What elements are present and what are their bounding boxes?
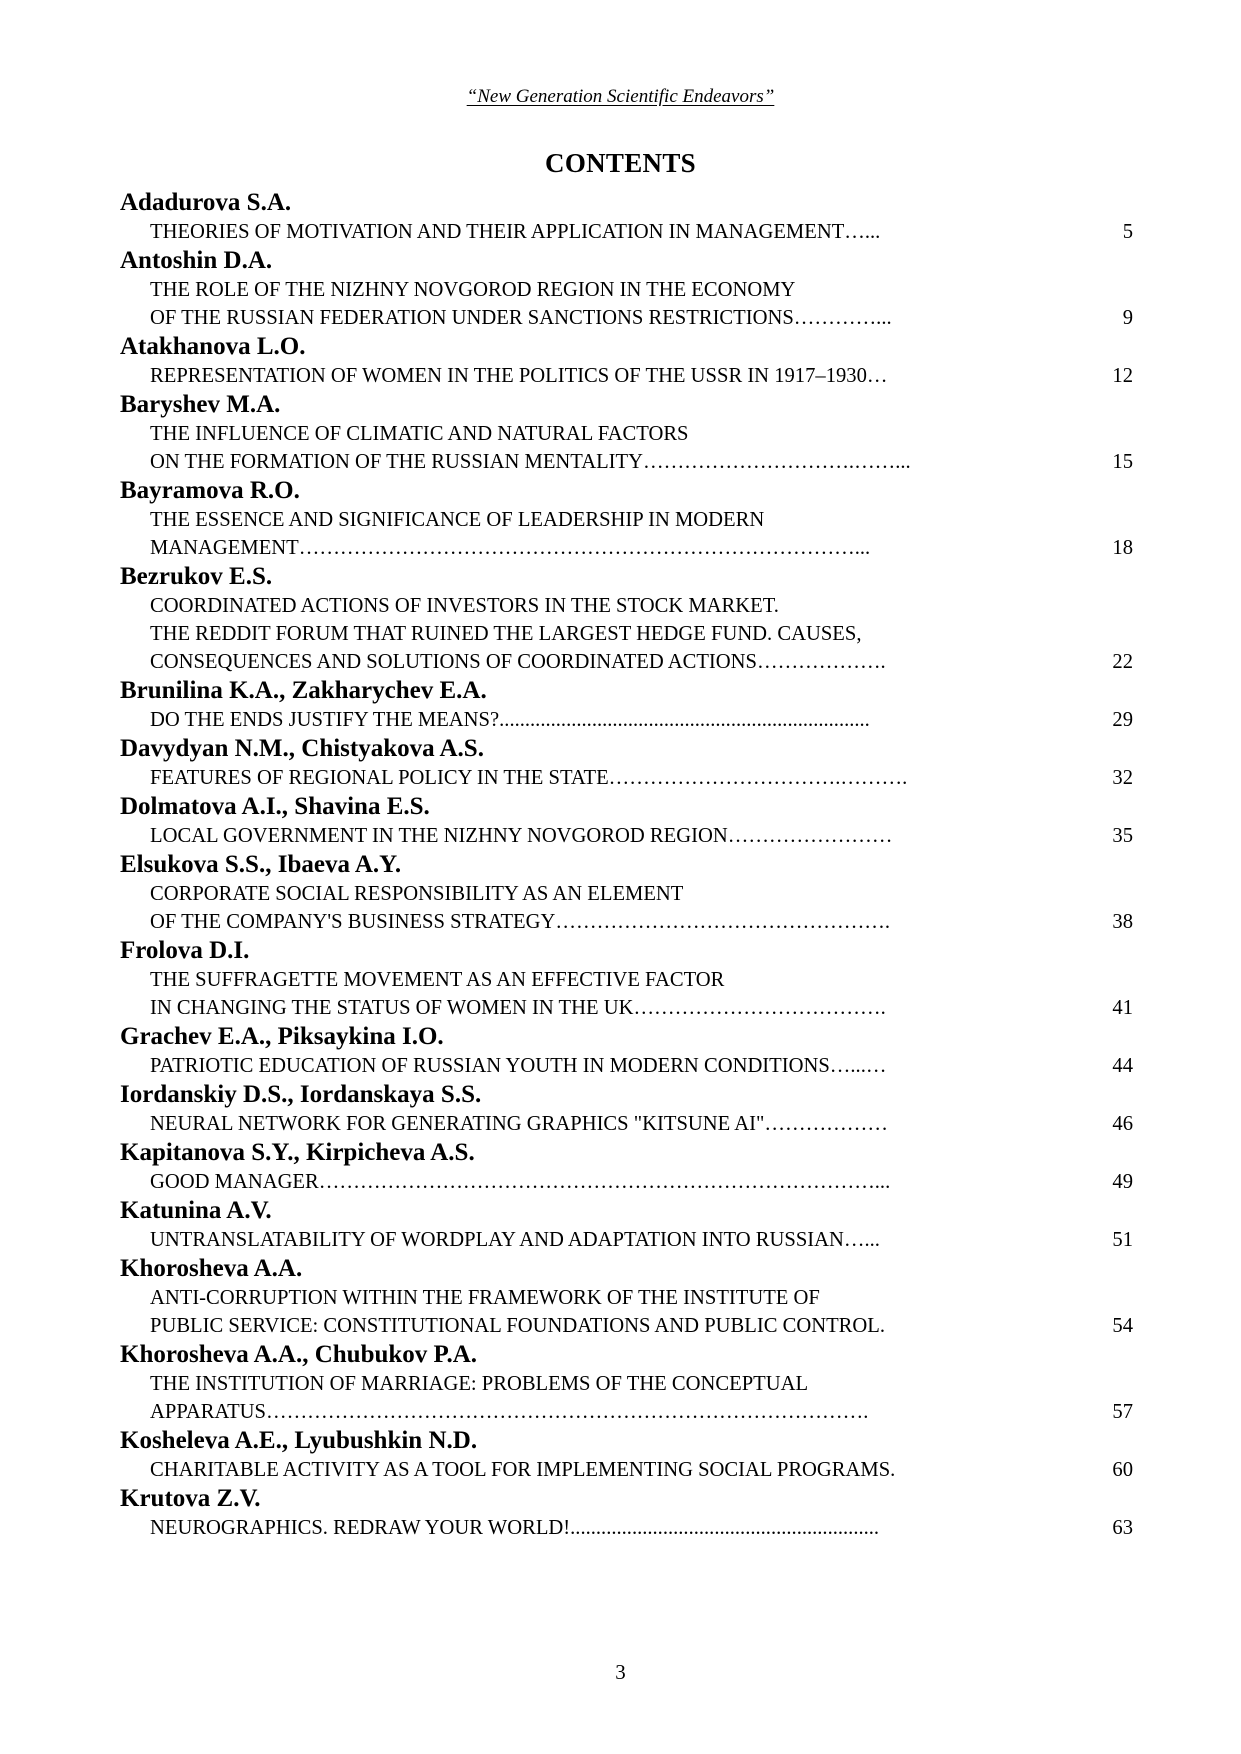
toc-entry[interactable]: [120, 390, 1135, 476]
toc-page-number: 35: [1112, 825, 1133, 847]
toc-entry[interactable]: [120, 936, 1135, 1022]
toc-title-line: [120, 362, 1135, 390]
toc-page-number: 38: [1112, 911, 1133, 933]
toc-entry[interactable]: [120, 562, 1135, 676]
toc-title-text: PUBLIC SERVICE: CONSTITUTIONAL FOUNDATIONS AND PUBLIC CONTROL.: [150, 1315, 885, 1337]
toc-title-line: [120, 448, 1135, 476]
toc-title-text: REPRESENTATION OF WOMEN IN THE POLITICS OF THE USSR IN 1917–1930…: [150, 365, 888, 387]
toc-title-text: THE ESSENCE AND SIGNIFICANCE OF LEADERSHIP IN MODERN: [150, 509, 765, 531]
toc-title-text: UNTRANSLATABILITY OF WORDPLAY AND ADAPTATION INTO RUSSIAN…...: [150, 1229, 880, 1251]
toc-page-number: 54: [1112, 1315, 1133, 1337]
toc-entry[interactable]: [120, 792, 1135, 850]
toc-title-text: ON THE FORMATION OF THE RUSSIAN MENTALITY………………………….……...: [150, 451, 911, 473]
toc-title-line: [120, 648, 1135, 676]
toc-author: Kapitanova S.Y., Kirpicheva A.S.: [120, 1139, 475, 1166]
toc-entry[interactable]: [120, 188, 1135, 246]
toc-title-line: [120, 420, 1135, 448]
toc-page-number: 60: [1112, 1459, 1133, 1481]
toc-author: Elsukova S.S., Ibaeva A.Y.: [120, 851, 402, 878]
toc-author: Dolmatova A.I., Shavina E.S.: [120, 793, 430, 820]
toc-author: Bayramova R.O.: [120, 477, 300, 504]
toc-title-text: GOOD MANAGER………………………………………………………………………...: [150, 1171, 891, 1193]
toc-page-number: 22: [1112, 651, 1133, 673]
toc-title-line: [120, 620, 1135, 648]
toc-page-number: 44: [1112, 1055, 1133, 1077]
toc-title-line: [120, 1514, 1135, 1542]
toc-title-line: [120, 304, 1135, 332]
toc-title-line: [120, 1312, 1135, 1340]
toc-title-line: [120, 764, 1135, 792]
toc-author: Baryshev M.A.: [120, 391, 281, 418]
toc-page-number: 18: [1112, 537, 1133, 559]
toc-title-line: [120, 1398, 1135, 1426]
toc-page-number: 51: [1112, 1229, 1133, 1251]
toc-title-text: THE SUFFRAGETTE MOVEMENT AS AN EFFECTIVE FACTOR: [150, 969, 725, 991]
toc-author: Katunina A.V.: [120, 1197, 272, 1224]
toc-title-text: THEORIES OF MOTIVATION AND THEIR APPLICATION IN MANAGEMENT…...: [150, 221, 881, 243]
toc-page-number: 32: [1112, 767, 1133, 789]
toc-title-line: [120, 506, 1135, 534]
table-of-contents: [120, 188, 1135, 1542]
toc-title-line: [120, 1284, 1135, 1312]
toc-title-line: [120, 1168, 1135, 1196]
toc-title-text: THE INSTITUTION OF MARRIAGE: PROBLEMS OF THE CONCEPTUAL: [150, 1373, 809, 1395]
running-header: “New Generation Scientific Endeavors”: [466, 86, 775, 107]
toc-entry[interactable]: [120, 1080, 1135, 1138]
toc-page-number: 5: [1122, 221, 1133, 243]
toc-entry[interactable]: [120, 332, 1135, 390]
toc-entry[interactable]: [120, 734, 1135, 792]
toc-page-number: 46: [1112, 1113, 1133, 1135]
toc-author: Davydyan N.M., Chistyakova A.S.: [120, 735, 484, 762]
toc-title-text: ANTI-CORRUPTION WITHIN THE FRAMEWORK OF THE INSTITUTE OF: [150, 1287, 820, 1309]
toc-page-number: 49: [1112, 1171, 1133, 1193]
toc-title-text: LOCAL GOVERNMENT IN THE NIZHNY NOVGOROD REGION……………………: [150, 825, 893, 847]
toc-title-text: OF THE RUSSIAN FEDERATION UNDER SANCTIONS RESTRICTIONS…………...: [150, 307, 892, 329]
toc-entry[interactable]: [120, 1022, 1135, 1080]
toc-title-text: THE ROLE OF THE NIZHNY NOVGOROD REGION IN THE ECONOMY: [150, 279, 796, 301]
toc-author: Bezrukov E.S.: [120, 563, 273, 590]
toc-author: Frolova D.I.: [120, 937, 250, 964]
toc-title-text: CONSEQUENCES AND SOLUTIONS OF COORDINATED ACTIONS……………….: [150, 651, 886, 673]
toc-title-line: [120, 1456, 1135, 1484]
toc-title-line: [120, 994, 1135, 1022]
toc-title-line: [120, 276, 1135, 304]
toc-title-text: THE REDDIT FORUM THAT RUINED THE LARGEST HEDGE FUND. CAUSES,: [150, 623, 862, 645]
toc-author: Adadurova S.A.: [120, 189, 292, 216]
toc-title-line: [120, 1370, 1135, 1398]
toc-title-text: PATRIOTIC EDUCATION OF RUSSIAN YOUTH IN MODERN CONDITIONS…...…: [150, 1055, 887, 1077]
toc-author: Grachev E.A., Piksaykina I.O.: [120, 1023, 444, 1050]
toc-title-text: APPARATUS…………………………………………………………………………….: [150, 1401, 869, 1423]
toc-entry[interactable]: [120, 1196, 1135, 1254]
toc-title-text: NEUROGRAPHICS. REDRAW YOUR WORLD!............................................................: [150, 1517, 880, 1539]
toc-title-text: COORDINATED ACTIONS OF INVESTORS IN THE STOCK MARKET.: [150, 595, 779, 617]
toc-author: Khorosheva A.A.: [120, 1255, 303, 1282]
toc-title-line: [120, 966, 1135, 994]
toc-title-text: CHARITABLE ACTIVITY AS A TOOL FOR IMPLEMENTING SOCIAL PROGRAMS.: [150, 1459, 896, 1481]
toc-author: Atakhanova L.O.: [120, 333, 306, 360]
toc-title-text: DO THE ENDS JUSTIFY THE MEANS?........................................................................: [150, 709, 870, 731]
toc-page-number: 15: [1112, 451, 1133, 473]
toc-entry[interactable]: [120, 850, 1135, 936]
contents-heading: CONTENTS: [545, 148, 696, 178]
toc-entry[interactable]: [120, 1254, 1135, 1340]
toc-title-text: CORPORATE SOCIAL RESPONSIBILITY AS AN ELEMENT: [150, 883, 684, 905]
toc-author: Brunilina K.A., Zakharychev E.A.: [120, 677, 487, 704]
toc-title-line: [120, 592, 1135, 620]
toc-author: Antoshin D.A.: [120, 247, 273, 274]
toc-author: Khorosheva A.A., Chubukov P.A.: [120, 1341, 478, 1368]
toc-title-line: [120, 534, 1135, 562]
toc-title-line: [120, 218, 1135, 246]
toc-title-text: THE INFLUENCE OF CLIMATIC AND NATURAL FACTORS: [150, 423, 689, 445]
toc-title-text: FEATURES OF REGIONAL POLICY IN THE STATE…………………………….……….: [150, 767, 908, 789]
toc-title-text: MANAGEMENT………………………………………………………………………...: [150, 537, 871, 559]
toc-entry[interactable]: [120, 476, 1135, 562]
toc-entry[interactable]: [120, 1426, 1135, 1484]
toc-entry[interactable]: [120, 676, 1135, 734]
toc-page-number: 29: [1112, 709, 1133, 731]
toc-author: Kosheleva A.E., Lyubushkin N.D.: [120, 1427, 478, 1454]
page-number: 3: [615, 1660, 626, 1684]
toc-title-text: IN CHANGING THE STATUS OF WOMEN IN THE UK……………………………….: [150, 997, 886, 1019]
toc-entry[interactable]: [120, 1340, 1135, 1426]
toc-title-line: [120, 1052, 1135, 1080]
toc-title-line: [120, 1226, 1135, 1254]
toc-entry[interactable]: [120, 1484, 1135, 1542]
toc-title-text: OF THE COMPANY'S BUSINESS STRATEGY………………………………………….: [150, 911, 891, 933]
toc-title-line: [120, 908, 1135, 936]
toc-page-number: 63: [1112, 1517, 1133, 1539]
toc-author: Iordanskiy D.S., Iordanskaya S.S.: [120, 1081, 482, 1108]
toc-title-line: [120, 822, 1135, 850]
toc-entry[interactable]: [120, 246, 1135, 332]
toc-page-number: 57: [1112, 1401, 1133, 1423]
toc-page-number: 41: [1112, 997, 1133, 1019]
toc-page-number: 12: [1112, 365, 1133, 387]
toc-title-line: [120, 880, 1135, 908]
toc-title-line: [120, 706, 1135, 734]
toc-page-number: 9: [1122, 307, 1133, 329]
toc-entry[interactable]: [120, 1138, 1135, 1196]
toc-author: Krutova Z.V.: [120, 1485, 261, 1512]
toc-title-line: [120, 1110, 1135, 1138]
toc-title-text: NEURAL NETWORK FOR GENERATING GRAPHICS "KITSUNE AI"………………: [150, 1113, 888, 1135]
